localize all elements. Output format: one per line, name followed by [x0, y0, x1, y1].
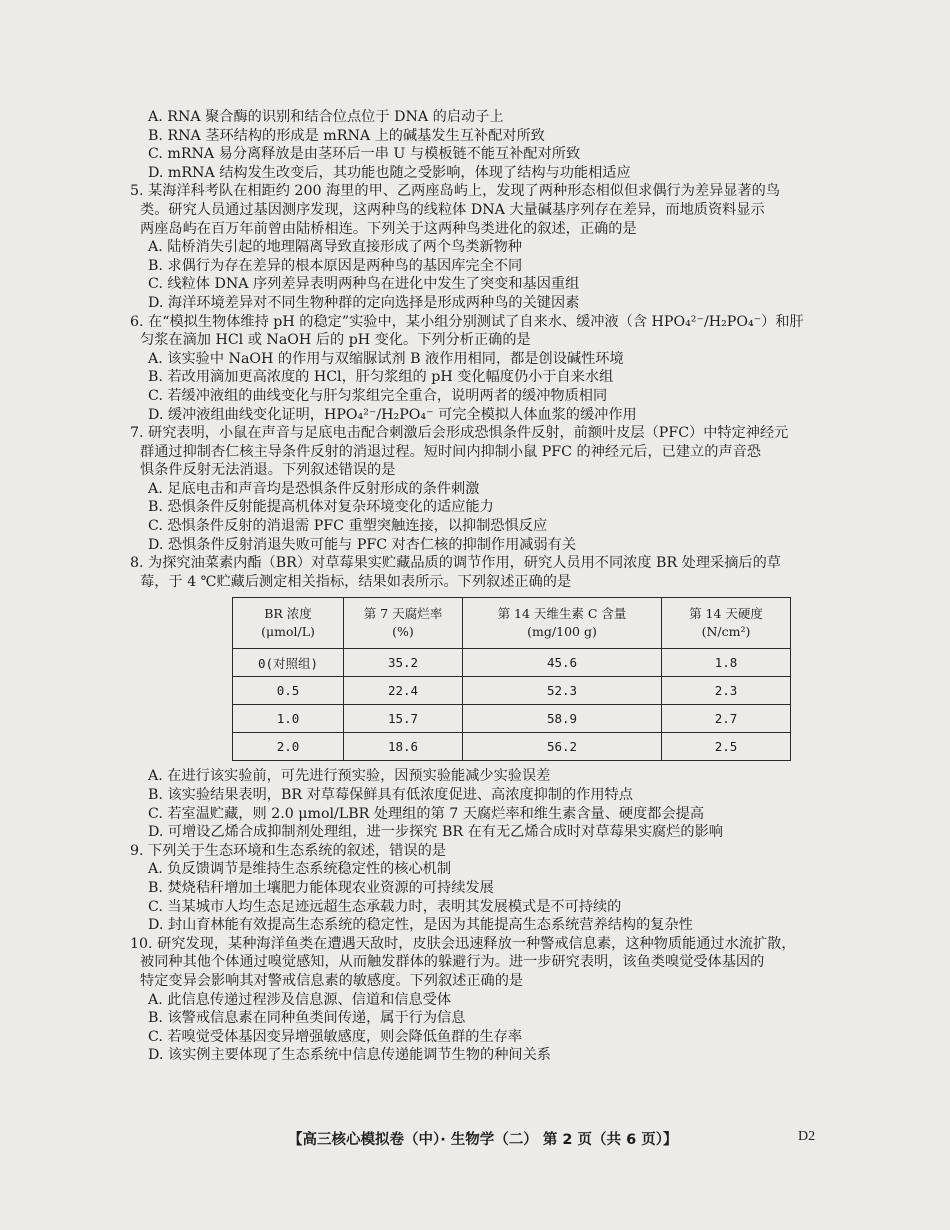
table-header-text: 第 14 天维生素 C 含量 — [497, 606, 627, 622]
table-row — [233, 677, 791, 705]
table-cell: 2.0 — [233, 733, 344, 761]
answer-option: C. mRNA 易分离释放是由茎环后一串 U 与模板链不能互补配对所致 — [148, 146, 581, 163]
table-header-cell — [233, 598, 344, 649]
question-stem: 7. 研究表明，小鼠在声音与足底电击配合刺激后会形成恐惧条件反射，前额叶皮层（PFC）中特定神经元 — [130, 425, 789, 442]
question-text: 特定变异会影响其对警戒信息素的敏感度。下列叙述正确的是 — [140, 972, 524, 989]
table-header-text: (%) — [392, 624, 414, 640]
table-row — [233, 733, 791, 761]
table-header-row — [233, 598, 791, 649]
table-cell: 22.4 — [344, 677, 463, 705]
answer-option: B. 该警戒信息素在同种鱼类间传递，属于行为信息 — [148, 1010, 466, 1027]
question-stem: 9. 下列关于生态环境和生态系统的叙述，错误的是 — [130, 842, 446, 859]
table-cell: 0(对照组) — [233, 649, 344, 677]
answer-option: C. 若嗅觉受体基因变异增强敏感度，则会降低鱼群的生存率 — [148, 1028, 523, 1045]
table-cell: 15.7 — [344, 705, 463, 733]
table-header-cell — [344, 598, 463, 649]
table-header-text: 第 7 天腐烂率 — [363, 606, 443, 622]
answer-option: A. 足底电击和声音均是恐惧条件反射形成的条件刺激 — [148, 480, 480, 497]
answer-option: D. 恐惧条件反射消退失败可能与 PFC 对杏仁核的抑制作用减弱有关 — [148, 536, 577, 553]
table-cell: 2.7 — [662, 705, 791, 733]
answer-option: B. 恐惧条件反射能提高机体对复杂环境变化的适应能力 — [148, 499, 494, 516]
table-cell: 2.3 — [662, 677, 791, 705]
question-text: 群通过抑制杏仁核主导条件反射的消退过程。短时间内抑制小鼠 PFC 的神经元后，已建立的声音恐 — [140, 443, 761, 460]
answer-option: B. RNA 茎环结构的形成是 mRNA 上的碱基发生互补配对所致 — [148, 127, 545, 144]
question-text: 类。研究人员通过基因测序发现，这两种鸟的线粒体 DNA 大量碱基序列存在差异，而地质资料显示 — [140, 201, 765, 218]
answer-option: C. 若缓冲液组的曲线变化与肝匀浆组完全重合，说明两者的缓冲物质相同 — [148, 387, 608, 404]
answer-option: D. 封山育林能有效提高生态系统的稳定性，是因为其能提高生态系统营养结构的复杂性 — [148, 917, 693, 934]
answer-option: C. 恐惧条件反射的消退需 PFC 重塑突触连接，以抑制恐惧反应 — [148, 518, 548, 535]
table-header-text: (μmol/L) — [261, 624, 315, 640]
table-header-cell — [463, 598, 662, 649]
question-stem: 8. 为探究油菜素内酯（BR）对草莓果实贮藏品质的调节作用，研究人员用不同浓度 BR 处理采摘后的草 — [130, 555, 781, 572]
question-text: 匀浆在滴加 HCl 或 NaOH 后的 pH 变化。下列分析正确的是 — [140, 332, 531, 349]
answer-option: C. 当某城市人均生态足迹远超生态承载力时，表明其发展模式是不可持续的 — [148, 898, 622, 915]
question-text: 两座岛屿在百万年前曾由陆桥相连。下列关于这两种鸟类进化的叙述，正确的是 — [140, 220, 637, 237]
answer-option: D. 海洋环境差异对不同生物种群的定向选择是形成两种鸟的关键因素 — [148, 294, 580, 311]
answer-option: B. 该实验结果表明，BR 对草莓保鲜具有低浓度促进、高浓度抑制的作用特点 — [148, 787, 633, 804]
answer-option: B. 焚烧秸秆增加土壤肥力能体现农业资源的可持续发展 — [148, 880, 494, 896]
table-cell: 45.6 — [463, 649, 662, 677]
table-cell: 35.2 — [344, 649, 463, 677]
answer-option: A. 此信息传递过程涉及信息源、信道和信息受体 — [148, 991, 452, 1008]
answer-option: C. 线粒体 DNA 序列差异表明两种鸟在进化中发生了突变和基因重组 — [148, 276, 580, 293]
page-footer: 【高三核心模拟卷（中）· 生物学（二） 第 2 页（共 6 页）】 — [288, 1132, 678, 1148]
table-cell: 2.5 — [662, 733, 791, 761]
table-cell: 1.0 — [233, 705, 344, 733]
answer-option: B. 求偶行为存在差异的根本原因是两种鸟的基因库完全不同 — [148, 257, 523, 274]
table-row — [233, 649, 791, 677]
table-header-text: BR 浓度 — [264, 606, 312, 622]
answer-option: C. 若室温贮藏，则 2.0 μmol/LBR 处理组的第 7 天腐烂率和维生素含量、硬度都会提高 — [148, 805, 705, 822]
table-cell: 58.9 — [463, 705, 662, 733]
question-text: 被同种其他个体通过嗅觉感知，从而触发群体的躲避行为。进一步研究表明，该鱼类嗅觉受体基因的 — [140, 954, 765, 971]
question-stem: 10. 研究发现，某种海洋鱼类在遭遇天敌时，皮肤会迅速释放一种警戒信息素，这种物质能通过水流扩散， — [130, 935, 796, 952]
question-text: 惧条件反射无法消退。下列叙述错误的是 — [140, 462, 396, 479]
table-header-cell — [662, 598, 791, 649]
table-cell: 0.5 — [233, 677, 344, 705]
answer-option: D. 可增设乙烯合成抑制剂处理组，进一步探究 BR 在有无乙烯合成时对草莓果实腐烂的影响 — [148, 824, 723, 841]
answer-option: A. RNA 聚合酶的识别和结合位点位于 DNA 的启动子上 — [148, 109, 504, 125]
paper-code: D2 — [798, 1129, 816, 1144]
answer-option: D. 该实例主要体现了生态系统中信息传递能调节生物的种间关系 — [148, 1047, 551, 1064]
question-text: 莓，于 4 ℃贮藏后测定相关指标，结果如表所示。下列叙述正确的是 — [140, 573, 572, 590]
table-row — [233, 705, 791, 733]
table-header-text: 第 14 天硬度 — [689, 606, 763, 622]
table-cell: 56.2 — [463, 733, 662, 761]
answer-option: A. 负反馈调节是维持生态系统稳定性的核心机制 — [148, 861, 452, 878]
results-table — [232, 597, 791, 761]
table-cell: 1.8 — [662, 649, 791, 677]
answer-option: D. 缓冲液组曲线变化证明，HPO₄²⁻/H₂PO₄⁻ 可完全模拟人体血浆的缓冲作用 — [148, 406, 637, 423]
answer-option: A. 该实验中 NaOH 的作用与双缩脲试剂 B 液作用相同，都是创设碱性环境 — [148, 350, 624, 367]
table-header-text: (N/cm²) — [701, 624, 751, 640]
answer-option: B. 若改用滴加更高浓度的 HCl，肝匀浆组的 pH 变化幅度仍小于自来水组 — [148, 369, 614, 386]
question-content — [130, 108, 836, 1065]
answer-option: A. 陆桥消失引起的地理隔离导致直接形成了两个鸟类新物种 — [148, 239, 522, 256]
question-stem: 6. 在“模拟生物体维持 pH 的稳定”实验中，某小组分别测试了自来水、缓冲液（含 HPO₄²⁻/H₂PO₄⁻）和肝 — [130, 313, 804, 330]
table-cell: 18.6 — [344, 733, 463, 761]
question-stem: 5. 某海洋科考队在相距约 200 海里的甲、乙两座岛屿上，发现了两种形态相似但求偶行为差异显著的鸟 — [130, 183, 781, 200]
table-header-text: (mg/100 g) — [527, 624, 597, 640]
answer-option: A. 在进行该实验前，可先进行预实验，因预实验能减少实验误差 — [148, 768, 551, 785]
answer-option: D. mRNA 结构发生改变后，其功能也随之受影响，体现了结构与功能相适应 — [148, 164, 631, 181]
table-cell: 52.3 — [463, 677, 662, 705]
